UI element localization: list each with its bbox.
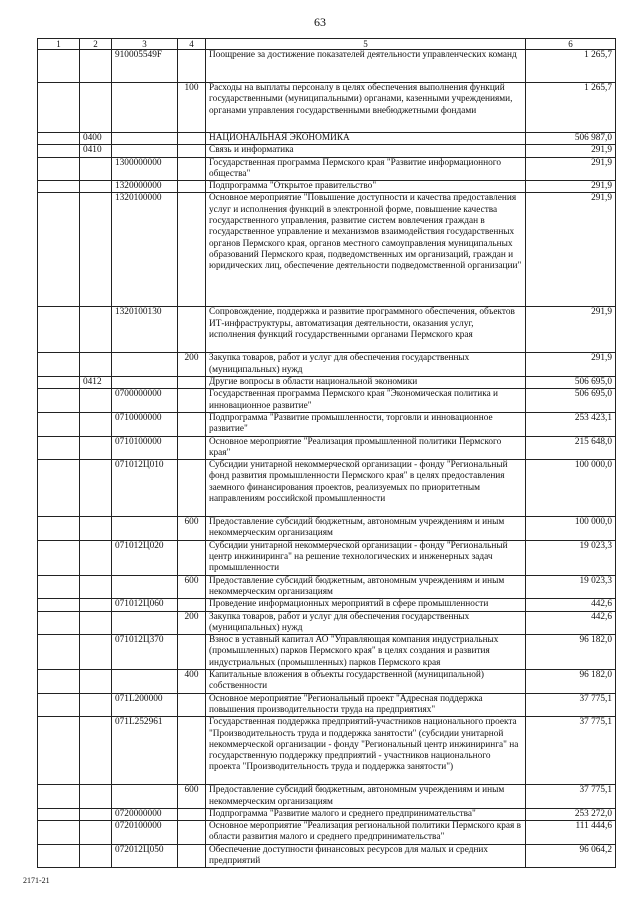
- cell-amount: 1 265,7: [526, 50, 616, 83]
- cell-section: [38, 83, 80, 133]
- cell-subsection: [80, 157, 112, 181]
- cell-description: Подпрограмма "Открытое правительство": [206, 181, 526, 193]
- cell-subsection: [80, 460, 112, 517]
- cell-expense-type: [178, 821, 206, 845]
- cell-subsection: [80, 193, 112, 307]
- cell-target-article: 0710000000: [112, 412, 178, 436]
- cell-target-article: 1320000000: [112, 181, 178, 193]
- cell-subsection: 0400: [80, 133, 112, 145]
- table-row: [38, 517, 616, 541]
- cell-subsection: [80, 389, 112, 413]
- cell-description: Предоставление субсидий бюджетным, автономным учреждениям и иным некоммерческим организациям: [206, 517, 526, 541]
- cell-description: Основное мероприятие "Повышение доступности и качества предоставления услуг и исполнения функций в электронной форме, повышение качества государственного управления, развитие систем вовлечения граждан в государственное управление и механизмов взаимодействия государственных органов Пермского края, органов местного самоуправления муниципальных образований Пермского края, подведомственных им организаций, граждан и юридических лиц, обеспечение деятельности подведомственной организации": [206, 193, 526, 307]
- cell-section: [38, 377, 80, 389]
- table-row: [38, 670, 616, 694]
- cell-section: [38, 693, 80, 717]
- column-header: 2: [80, 39, 112, 50]
- cell-description: Основное мероприятие "Региональный проект "Адресная поддержка повышения производительности труда на предприятиях": [206, 693, 526, 717]
- cell-description: Государственная программа Пермского края "Экономическая политика и инновационное развитие": [206, 389, 526, 413]
- cell-description: Другие вопросы в области национальной экономики: [206, 377, 526, 389]
- cell-amount: 253 423,1: [526, 412, 616, 436]
- table-row: [38, 436, 616, 460]
- cell-section: [38, 353, 80, 377]
- cell-amount: 37 775,1: [526, 717, 616, 785]
- cell-subsection: [80, 693, 112, 717]
- page-number: 63: [314, 15, 326, 29]
- cell-section: [38, 635, 80, 670]
- cell-section: [38, 460, 80, 517]
- cell-subsection: [80, 517, 112, 541]
- cell-amount: 100 000,0: [526, 517, 616, 541]
- table-row: [38, 353, 616, 377]
- cell-description: Предоставление субсидий бюджетным, автономным учреждениям и иным некоммерческим организациям: [206, 575, 526, 599]
- cell-description: Субсидии унитарной некоммерческой организации - фонду "Региональный центр инжиниринга" на решение технологических и инженерных задач промышленности: [206, 540, 526, 575]
- cell-amount: 442,6: [526, 599, 616, 611]
- cell-target-article: 071012Ц370: [112, 635, 178, 670]
- cell-description: Основное мероприятие "Реализация региональной политики Пермского края в области развития малого и среднего предпринимательства": [206, 821, 526, 845]
- cell-subsection: [80, 844, 112, 868]
- cell-description: Расходы на выплаты персоналу в целях обеспечения выполнения функций государственными (муниципальными) органами, казенными учреждениями, органами управления государственными внебюджетными фондами: [206, 83, 526, 133]
- cell-amount: 1 265,7: [526, 83, 616, 133]
- table-row: [38, 157, 616, 181]
- table-row: [38, 844, 616, 868]
- cell-amount: 37 775,1: [526, 785, 616, 809]
- cell-expense-type: 600: [178, 575, 206, 599]
- cell-section: [38, 717, 80, 785]
- cell-description: Сопровождение, поддержка и развитие программного обеспечения, объектов ИТ-инфраструктуры, автоматизация деятельности, оказания услуг, исполнения функций государственными органами Пермского края: [206, 307, 526, 353]
- cell-section: [38, 307, 80, 353]
- cell-subsection: [80, 412, 112, 436]
- cell-target-article: 071L252961: [112, 717, 178, 785]
- table-row: [38, 635, 616, 670]
- cell-section: [38, 540, 80, 575]
- cell-expense-type: [178, 693, 206, 717]
- cell-amount: 442,6: [526, 611, 616, 635]
- table-row: [38, 389, 616, 413]
- cell-description: Основное мероприятие "Реализация промышленной политики Пермского края": [206, 436, 526, 460]
- table-row: [38, 133, 616, 145]
- cell-section: [38, 808, 80, 820]
- cell-expense-type: [178, 844, 206, 868]
- cell-amount: 37 775,1: [526, 693, 616, 717]
- cell-description: Подпрограмма "Развитие малого и среднего предпринимательства": [206, 808, 526, 820]
- table-header-row: [38, 39, 616, 50]
- cell-section: [38, 517, 80, 541]
- cell-expense-type: [178, 635, 206, 670]
- cell-subsection: [80, 635, 112, 670]
- table-row: [38, 599, 616, 611]
- cell-expense-type: [178, 540, 206, 575]
- cell-expense-type: [178, 193, 206, 307]
- cell-section: [38, 157, 80, 181]
- cell-expense-type: [178, 460, 206, 517]
- cell-amount: 506 695,0: [526, 389, 616, 413]
- cell-section: [38, 785, 80, 809]
- cell-expense-type: [178, 50, 206, 83]
- cell-target-article: 0720100000: [112, 821, 178, 845]
- cell-target-article: 0720000000: [112, 808, 178, 820]
- cell-amount: 506 987,0: [526, 133, 616, 145]
- cell-expense-type: [178, 389, 206, 413]
- table-row: [38, 611, 616, 635]
- table-row: [38, 693, 616, 717]
- cell-expense-type: [178, 145, 206, 157]
- table-row: [38, 460, 616, 517]
- cell-amount: 96 182,0: [526, 670, 616, 694]
- cell-expense-type: 100: [178, 83, 206, 133]
- cell-expense-type: 200: [178, 353, 206, 377]
- cell-target-article: 071012Ц060: [112, 599, 178, 611]
- cell-subsection: [80, 353, 112, 377]
- cell-section: [38, 389, 80, 413]
- cell-section: [38, 145, 80, 157]
- cell-subsection: [80, 83, 112, 133]
- cell-section: [38, 50, 80, 83]
- column-header: 1: [38, 39, 80, 50]
- cell-target-article: [112, 517, 178, 541]
- cell-section: [38, 821, 80, 845]
- cell-target-article: [112, 575, 178, 599]
- cell-target-article: [112, 670, 178, 694]
- column-header: 4: [178, 39, 206, 50]
- cell-section: [38, 193, 80, 307]
- cell-target-article: 0700000000: [112, 389, 178, 413]
- cell-amount: 96 182,0: [526, 635, 616, 670]
- cell-target-article: [112, 353, 178, 377]
- cell-target-article: 071012Ц010: [112, 460, 178, 517]
- cell-description: Субсидии унитарной некоммерческой организации - фонду "Региональный фонд развития промышленности Пермского края" в целях предоставления заемного финансирования проектов, реализуемых по приоритетным направлениям российской промышленности: [206, 460, 526, 517]
- cell-target-article: [112, 83, 178, 133]
- table-row: [38, 145, 616, 157]
- cell-expense-type: [178, 377, 206, 389]
- cell-amount: 19 023,3: [526, 575, 616, 599]
- cell-amount: 291,9: [526, 145, 616, 157]
- cell-amount: 100 000,0: [526, 460, 616, 517]
- column-header: 3: [112, 39, 178, 50]
- cell-expense-type: [178, 133, 206, 145]
- cell-target-article: [112, 377, 178, 389]
- cell-expense-type: 600: [178, 517, 206, 541]
- table-row: [38, 307, 616, 353]
- cell-subsection: [80, 611, 112, 635]
- cell-description: Подпрограмма "Развитие промышленности, торговли и инновационное развитие": [206, 412, 526, 436]
- cell-subsection: [80, 575, 112, 599]
- cell-expense-type: [178, 181, 206, 193]
- cell-target-article: [112, 133, 178, 145]
- cell-subsection: [80, 599, 112, 611]
- cell-description: Предоставление субсидий бюджетным, автономным учреждениям и иным некоммерческим организациям: [206, 785, 526, 809]
- cell-subsection: [80, 808, 112, 820]
- cell-description: Закупка товаров, работ и услуг для обеспечения государственных (муниципальных) нужд: [206, 611, 526, 635]
- cell-amount: 291,9: [526, 181, 616, 193]
- cell-expense-type: [178, 599, 206, 611]
- cell-amount: 215 648,0: [526, 436, 616, 460]
- cell-amount: 506 695,0: [526, 377, 616, 389]
- table-row: [38, 83, 616, 133]
- cell-subsection: [80, 307, 112, 353]
- cell-section: [38, 436, 80, 460]
- table-row: [38, 785, 616, 809]
- cell-subsection: [80, 670, 112, 694]
- column-header: 5: [206, 39, 526, 50]
- table-row: [38, 181, 616, 193]
- table-row: [38, 808, 616, 820]
- cell-section: [38, 611, 80, 635]
- cell-amount: 111 444,6: [526, 821, 616, 845]
- cell-section: [38, 412, 80, 436]
- cell-expense-type: [178, 307, 206, 353]
- table-row: [38, 412, 616, 436]
- table-row: [38, 193, 616, 307]
- cell-amount: 291,9: [526, 193, 616, 307]
- cell-amount: 96 064,2: [526, 844, 616, 868]
- cell-description: Взнос в уставный капитал АО "Управляющая компания индустриальных (промышленных) парков Пермского края" в целях создания и развития индустриальных (промышленных) парков Пермского края: [206, 635, 526, 670]
- cell-amount: 291,9: [526, 157, 616, 181]
- cell-target-article: 1320100130: [112, 307, 178, 353]
- cell-subsection: 0412: [80, 377, 112, 389]
- cell-target-article: 1300000000: [112, 157, 178, 181]
- cell-description: Капитальные вложения в объекты государственной (муниципальной) собственности: [206, 670, 526, 694]
- cell-target-article: 0710100000: [112, 436, 178, 460]
- cell-target-article: 072012Ц050: [112, 844, 178, 868]
- table-row: [38, 377, 616, 389]
- cell-expense-type: 600: [178, 785, 206, 809]
- cell-subsection: [80, 181, 112, 193]
- cell-expense-type: [178, 436, 206, 460]
- cell-subsection: 0410: [80, 145, 112, 157]
- table-row: [38, 575, 616, 599]
- cell-subsection: [80, 717, 112, 785]
- cell-expense-type: [178, 717, 206, 785]
- cell-target-article: 071012Ц020: [112, 540, 178, 575]
- cell-target-article: 071L200000: [112, 693, 178, 717]
- cell-section: [38, 133, 80, 145]
- table-row: [38, 50, 616, 83]
- cell-expense-type: 400: [178, 670, 206, 694]
- cell-section: [38, 670, 80, 694]
- cell-section: [38, 599, 80, 611]
- cell-description: Государственная поддержка предприятий-участников национального проекта "Производительность труда и поддержка занятости" (субсидии унитарной некоммерческой организации - фонду "Региональный центр инжиниринга" на государственную поддержку предприятий - участников национального проекта "Производительность труда и поддержка занятости"): [206, 717, 526, 785]
- column-header: 6: [526, 39, 616, 50]
- cell-subsection: [80, 50, 112, 83]
- cell-expense-type: [178, 808, 206, 820]
- cell-expense-type: [178, 412, 206, 436]
- cell-subsection: [80, 436, 112, 460]
- cell-description: Закупка товаров, работ и услуг для обеспечения государственных (муниципальных) нужд: [206, 353, 526, 377]
- cell-target-article: 1320100000: [112, 193, 178, 307]
- table-row: [38, 717, 616, 785]
- cell-description: Обеспечение доступности финансовых ресурсов для малых и средних предприятий: [206, 844, 526, 868]
- cell-expense-type: [178, 157, 206, 181]
- cell-amount: 19 023,3: [526, 540, 616, 575]
- cell-description: Связь и информатика: [206, 145, 526, 157]
- cell-description: Государственная программа Пермского края "Развитие информационного общества": [206, 157, 526, 181]
- cell-target-article: 910005549F: [112, 50, 178, 83]
- cell-description: Проведение информационных мероприятий в сфере промышленности: [206, 599, 526, 611]
- cell-amount: 253 272,0: [526, 808, 616, 820]
- cell-section: [38, 575, 80, 599]
- footer-code: 2171-21: [23, 876, 50, 885]
- table-row: [38, 540, 616, 575]
- cell-section: [38, 844, 80, 868]
- cell-amount: 291,9: [526, 353, 616, 377]
- cell-target-article: [112, 611, 178, 635]
- budget-table: [37, 38, 616, 868]
- cell-target-article: [112, 785, 178, 809]
- cell-expense-type: 200: [178, 611, 206, 635]
- cell-subsection: [80, 540, 112, 575]
- cell-target-article: [112, 145, 178, 157]
- cell-description: Поощрение за достижение показателей деятельности управленческих команд: [206, 50, 526, 83]
- cell-section: [38, 181, 80, 193]
- cell-subsection: [80, 821, 112, 845]
- table-row: [38, 821, 616, 845]
- cell-description: НАЦИОНАЛЬНАЯ ЭКОНОМИКА: [206, 133, 526, 145]
- cell-amount: 291,9: [526, 307, 616, 353]
- cell-subsection: [80, 785, 112, 809]
